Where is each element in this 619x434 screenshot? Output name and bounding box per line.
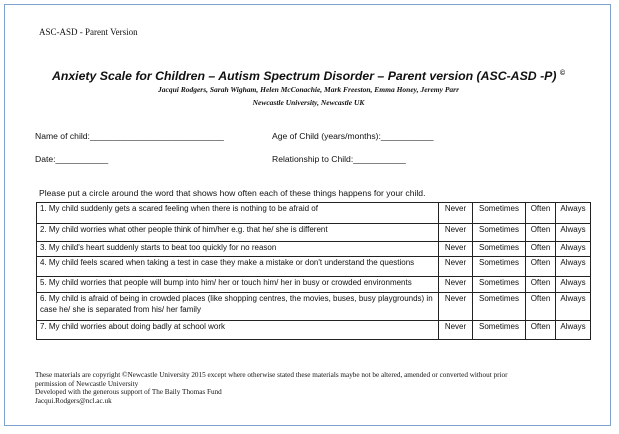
response-option-often[interactable]: Often xyxy=(526,224,556,242)
response-option-often[interactable]: Often xyxy=(526,203,556,224)
relationship-label: Relationship to Child: xyxy=(272,154,354,164)
item-row xyxy=(37,224,591,242)
response-option-never[interactable]: Never xyxy=(439,293,473,321)
item-question: 5. My child worries that people will bump into him/ her or touch him/ her in busy or crowded environments xyxy=(37,277,439,293)
name-label: Name of child: xyxy=(35,131,90,141)
response-option-always[interactable]: Always xyxy=(556,321,591,340)
response-option-always[interactable]: Always xyxy=(556,277,591,293)
response-option-sometimes[interactable]: Sometimes xyxy=(473,321,526,340)
footer xyxy=(35,371,507,405)
footer-email[interactable]: Jacqui.Rodgers@ncl.ac.uk xyxy=(35,396,112,405)
item-row xyxy=(37,321,591,340)
questionnaire-page xyxy=(4,4,611,426)
response-option-sometimes[interactable]: Sometimes xyxy=(473,257,526,277)
copyright-mark: © xyxy=(559,69,566,77)
footer-support: Developed with the generous support of The Baily Thomas Fund xyxy=(35,388,222,397)
footer-copyright: These materials are copyright ©Newcastle University 2015 except where otherwise stated these materials maybe not be altered, amended or converted without prior xyxy=(35,371,508,379)
item-question: 3. My child's heart suddenly starts to beat too quickly for no reason xyxy=(37,242,439,257)
response-option-never[interactable]: Never xyxy=(439,321,473,340)
name-blank[interactable]: ____________________________ xyxy=(89,131,224,141)
response-option-always[interactable]: Always xyxy=(556,242,591,257)
response-option-always[interactable]: Always xyxy=(556,224,591,242)
date-blank[interactable]: ___________ xyxy=(55,154,109,164)
response-option-often[interactable]: Often xyxy=(526,257,556,277)
response-option-always[interactable]: Always xyxy=(556,257,591,277)
item-question: 2. My child worries what other people think of him/her e.g. that he/ she is different xyxy=(37,224,439,242)
response-option-never[interactable]: Never xyxy=(439,257,473,277)
footer-permission: permission of Newcastle University xyxy=(35,379,139,388)
response-option-never[interactable]: Never xyxy=(439,203,473,224)
relationship-blank[interactable]: ___________ xyxy=(353,154,406,164)
response-option-sometimes[interactable]: Sometimes xyxy=(473,242,526,257)
age-field[interactable] xyxy=(272,131,433,141)
items-table xyxy=(36,202,591,340)
instructions: Please put a circle around the word that shows how often each of these things happens for your child. xyxy=(39,188,426,198)
response-option-sometimes[interactable]: Sometimes xyxy=(473,277,526,293)
item-row xyxy=(37,257,591,277)
response-option-sometimes[interactable]: Sometimes xyxy=(473,203,526,224)
form-title xyxy=(5,69,612,83)
authors: Jacqui Rodgers, Sarah Wigham, Helen McConachie, Mark Freeston, Emma Honey, Jeremy Parr xyxy=(158,85,459,94)
response-option-sometimes[interactable]: Sometimes xyxy=(473,293,526,321)
item-row xyxy=(37,242,591,257)
item-question: 6. My child is afraid of being in crowded places (like shopping centres, the movies, buses, busy playgrounds) in case he/ she is separated from his/ her family xyxy=(37,293,439,321)
response-option-often[interactable]: Often xyxy=(526,321,556,340)
date-label: Date: xyxy=(35,154,56,164)
item-row xyxy=(37,293,591,321)
name-field[interactable] xyxy=(35,131,224,141)
item-row xyxy=(37,277,591,293)
title-text: Anxiety Scale for Children – Autism Spectrum Disorder – Parent version (ASC-ASD -P) xyxy=(51,69,557,83)
response-option-always[interactable]: Always xyxy=(556,203,591,224)
institution: Newcastle University, Newcastle UK xyxy=(252,98,365,107)
age-label: Age of Child (years/months): xyxy=(272,131,381,141)
item-question: 7. My child worries about doing badly at school work xyxy=(37,321,439,340)
response-option-often[interactable]: Often xyxy=(526,277,556,293)
response-option-often[interactable]: Often xyxy=(526,242,556,257)
response-option-always[interactable]: Always xyxy=(556,293,591,321)
response-option-never[interactable]: Never xyxy=(439,242,473,257)
item-row xyxy=(37,203,591,224)
item-question: 1. My child suddenly gets a scared feeling when there is nothing to be afraid of xyxy=(37,203,439,224)
item-question: 4. My child feels scared when taking a test in case they make a mistake or don't understand the questions xyxy=(37,257,439,277)
header-tag: ASC-ASD - Parent Version xyxy=(39,27,138,37)
response-option-never[interactable]: Never xyxy=(439,277,473,293)
age-blank[interactable]: ___________ xyxy=(380,131,434,141)
date-field[interactable] xyxy=(35,154,108,164)
response-option-sometimes[interactable]: Sometimes xyxy=(473,224,526,242)
response-option-never[interactable]: Never xyxy=(439,224,473,242)
relationship-field[interactable] xyxy=(272,154,406,164)
response-option-often[interactable]: Often xyxy=(526,293,556,321)
